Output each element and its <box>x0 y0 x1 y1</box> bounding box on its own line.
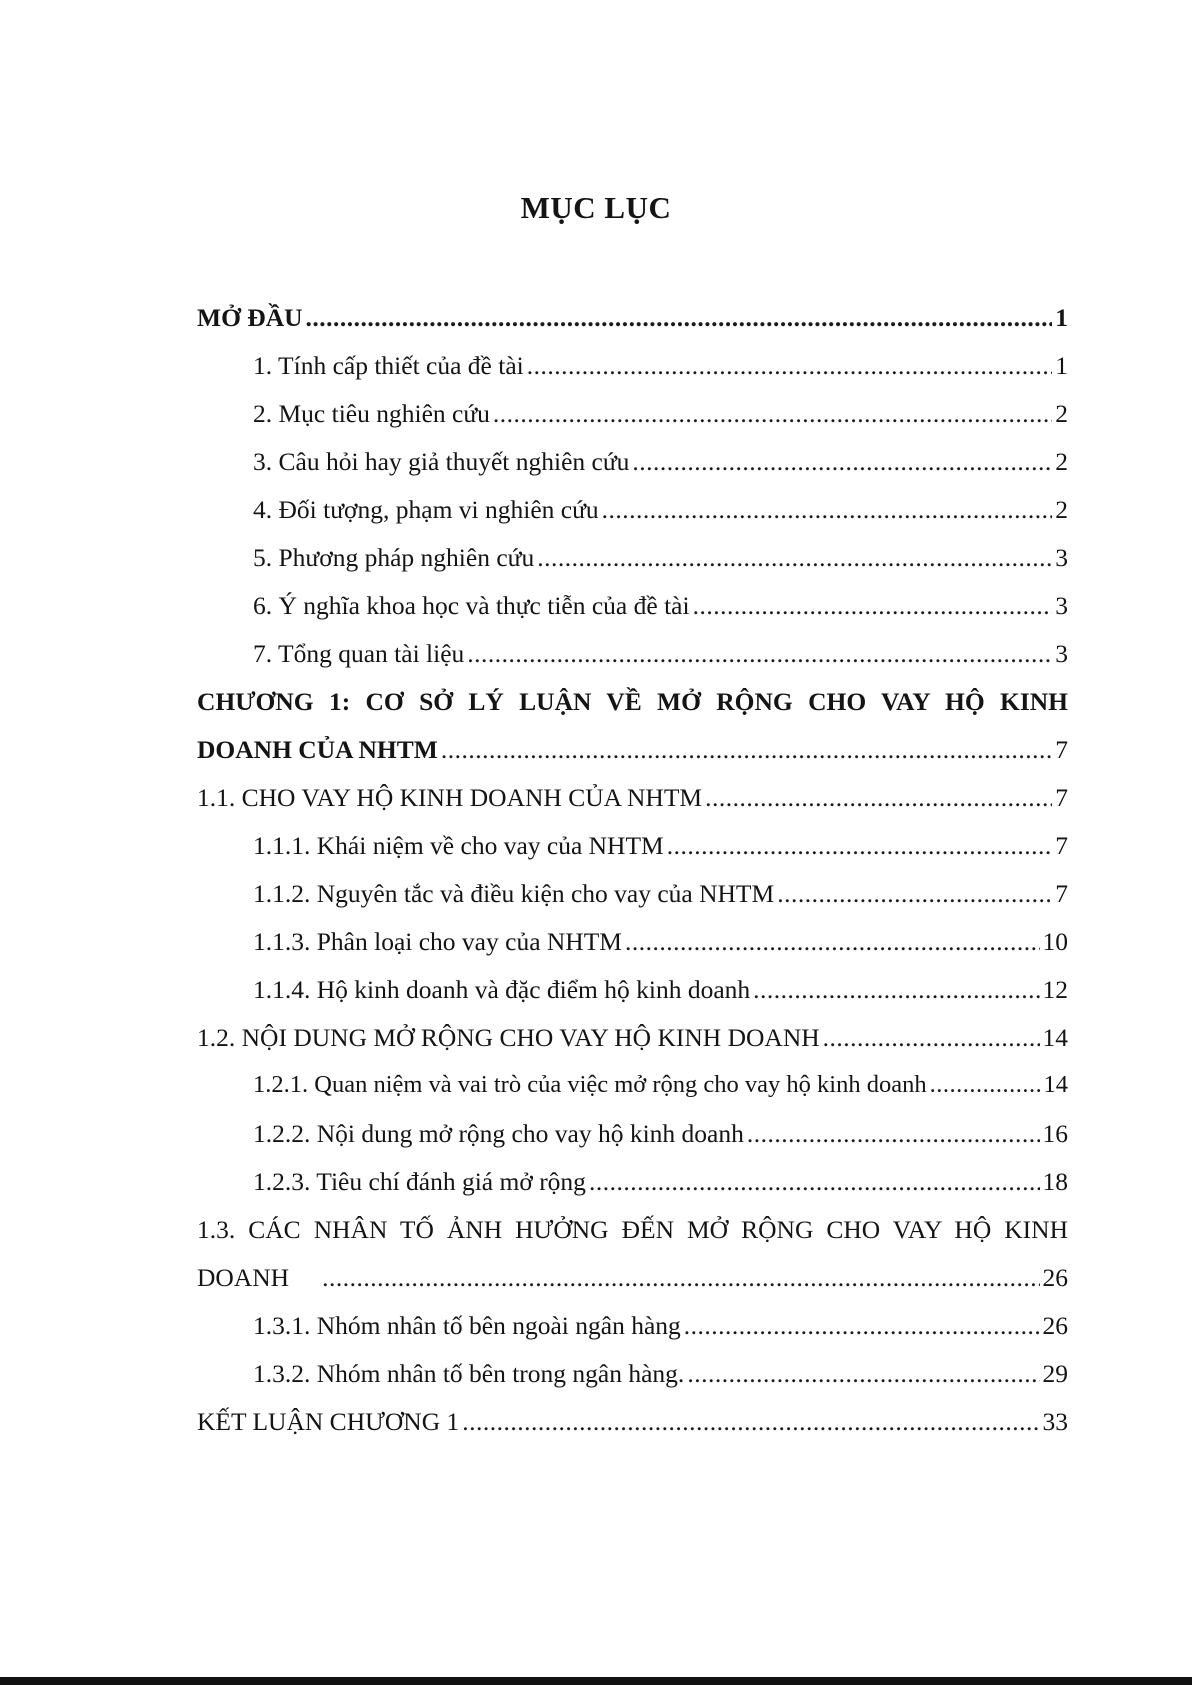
toc-entry-1-1-3[interactable] <box>197 927 1068 975</box>
toc-entry-1-2[interactable] <box>197 1023 1068 1071</box>
toc-entry-1-2-1[interactable] <box>197 1071 1068 1119</box>
toc-page-number: 3 <box>1055 543 1068 572</box>
dot-leader <box>693 591 1053 621</box>
dot-leader <box>493 399 1052 429</box>
dot-leader <box>537 543 1052 573</box>
toc-page-number: 33 <box>1042 1407 1068 1436</box>
toc-page-number: 7 <box>1055 831 1068 860</box>
toc-page-number: 2 <box>1055 399 1068 428</box>
toc-entry-chapter-1-cont[interactable] <box>197 735 1068 783</box>
toc-entry-label: 1.3. CÁC NHÂN TỐ ẢNH HƯỞNG ĐẾN MỞ RỘNG CHO VAY HỘ KINH <box>197 1215 1068 1244</box>
toc-entry-3[interactable] <box>197 447 1068 495</box>
toc-entry-label: 5. Phương pháp nghiên cứu <box>253 543 535 572</box>
toc-entry-6[interactable] <box>197 591 1068 639</box>
toc-page-number: 26 <box>1042 1263 1068 1292</box>
toc-entry-1-3-2[interactable] <box>197 1359 1068 1407</box>
toc-entry-label: 1.2.3. Tiêu chí đánh giá mở rộng <box>253 1167 586 1196</box>
toc-entry-1-1-2[interactable] <box>197 879 1068 927</box>
toc-page-number: 1 <box>1055 351 1068 380</box>
toc-entry-1-3-1[interactable] <box>197 1311 1068 1359</box>
toc-page-number: 26 <box>1042 1311 1068 1340</box>
toc-entry-ket-luan-1[interactable] <box>197 1407 1068 1455</box>
toc-entry-1-3[interactable] <box>197 1215 1068 1263</box>
toc-page-number: 7 <box>1055 879 1068 908</box>
toc-entry-label: MỞ ĐẦU <box>197 303 303 332</box>
dot-leader <box>823 1023 1040 1053</box>
table-of-contents <box>197 303 1068 1455</box>
dot-leader <box>777 879 1052 909</box>
toc-entry-chapter-1[interactable] <box>197 687 1068 735</box>
toc-entry-label: 1.2. NỘI DUNG MỞ RỘNG CHO VAY HỘ KINH DOANH <box>197 1023 820 1052</box>
toc-entry-label: DOANH CỦA NHTM <box>197 735 438 764</box>
dot-leader <box>441 735 1052 765</box>
toc-entry-4[interactable] <box>197 495 1068 543</box>
toc-entry-label: 1.2.2. Nội dung mở rộng cho vay hộ kinh doanh <box>253 1119 744 1148</box>
toc-entry-label: 1.1. CHO VAY HỘ KINH DOANH CỦA NHTM <box>197 783 703 812</box>
toc-entry-label: 1.1.4. Hộ kinh doanh và đặc điểm hộ kinh doanh <box>253 975 751 1004</box>
toc-page-number: 2 <box>1055 495 1068 524</box>
toc-entry-label: 1.1.1. Khái niệm về cho vay của NHTM <box>253 831 664 860</box>
toc-entry-label: 1.1.3. Phân loại cho vay của NHTM <box>253 927 622 956</box>
dot-leader <box>687 1359 1039 1389</box>
dot-leader <box>930 1071 1041 1099</box>
toc-entry-1-1[interactable] <box>197 783 1068 831</box>
toc-page-number: 1 <box>1055 303 1068 332</box>
toc-entry-1-2-2[interactable] <box>197 1119 1068 1167</box>
toc-entry-label: CHƯƠNG 1: CƠ SỞ LÝ LUẬN VỀ MỞ RỘNG CHO VAY HỘ KINH <box>197 687 1068 716</box>
toc-entry-5[interactable] <box>197 543 1068 591</box>
toc-page-number: 29 <box>1042 1359 1068 1388</box>
dot-leader <box>667 831 1053 861</box>
dot-leader <box>747 1119 1040 1149</box>
toc-page-number: 14 <box>1043 1071 1068 1098</box>
toc-page-number: 3 <box>1055 639 1068 668</box>
toc-page-number: 7 <box>1055 783 1068 812</box>
toc-entry-label: 1.3.2. Nhóm nhân tố bên trong ngân hàng. <box>253 1359 685 1388</box>
dot-leader <box>467 639 1052 669</box>
page-title: MỤC LỤC <box>520 190 672 225</box>
toc-entry-mo-dau[interactable] <box>197 303 1068 351</box>
dot-leader <box>527 351 1053 381</box>
dot-leader <box>625 927 1040 957</box>
bottom-edge-bar <box>0 1677 1192 1685</box>
toc-entry-label: 2. Mục tiêu nghiên cứu <box>253 399 490 428</box>
toc-entry-label: 4. Đối tượng, phạm vi nghiên cứu <box>253 495 599 524</box>
toc-entry-label: 1.2.1. Quan niệm và vai trò của việc mở rộng cho vay hộ kinh doanh <box>253 1071 927 1098</box>
dot-leader <box>602 495 1053 525</box>
toc-page-number: 3 <box>1055 591 1068 620</box>
toc-entry-7[interactable] <box>197 639 1068 687</box>
toc-page-number: 10 <box>1042 927 1068 956</box>
toc-entry-1-3-cont[interactable] <box>197 1263 1068 1311</box>
dot-leader <box>753 975 1039 1005</box>
dot-leader <box>589 1167 1040 1197</box>
toc-entry-1[interactable] <box>197 351 1068 399</box>
dot-leader <box>684 1311 1040 1341</box>
toc-entry-1-1-4[interactable] <box>197 975 1068 1023</box>
toc-entry-1-2-3[interactable] <box>197 1167 1068 1215</box>
toc-entry-label: 3. Câu hỏi hay giả thuyết nghiên cứu <box>253 447 630 476</box>
dot-leader <box>632 447 1052 477</box>
toc-page-number: 2 <box>1055 447 1068 476</box>
toc-entry-1-1-1[interactable] <box>197 831 1068 879</box>
toc-entry-label: KẾT LUẬN CHƯƠNG 1 <box>197 1407 460 1436</box>
toc-entry-label: DOANH <box>197 1263 290 1292</box>
dot-leader <box>306 303 1053 333</box>
toc-entry-label: 1. Tính cấp thiết của đề tài <box>253 351 524 380</box>
toc-entry-label: 1.3.1. Nhóm nhân tố bên ngoài ngân hàng <box>253 1311 681 1340</box>
dot-leader <box>322 1263 1039 1293</box>
toc-entry-label: 6. Ý nghĩa khoa học và thực tiễn của đề tài <box>253 591 690 620</box>
toc-page-number: 18 <box>1042 1167 1068 1196</box>
toc-page-number: 14 <box>1042 1023 1068 1052</box>
toc-page-number: 12 <box>1042 975 1068 1004</box>
toc-entry-label: 7. Tổng quan tài liệu <box>253 639 465 668</box>
toc-entry-2[interactable] <box>197 399 1068 447</box>
toc-entry-label: 1.1.2. Nguyên tắc và điều kiện cho vay của NHTM <box>253 879 775 908</box>
toc-page-number: 7 <box>1055 735 1068 764</box>
dot-leader <box>705 783 1052 813</box>
dot-leader <box>462 1407 1039 1437</box>
toc-page-number: 16 <box>1042 1119 1068 1148</box>
